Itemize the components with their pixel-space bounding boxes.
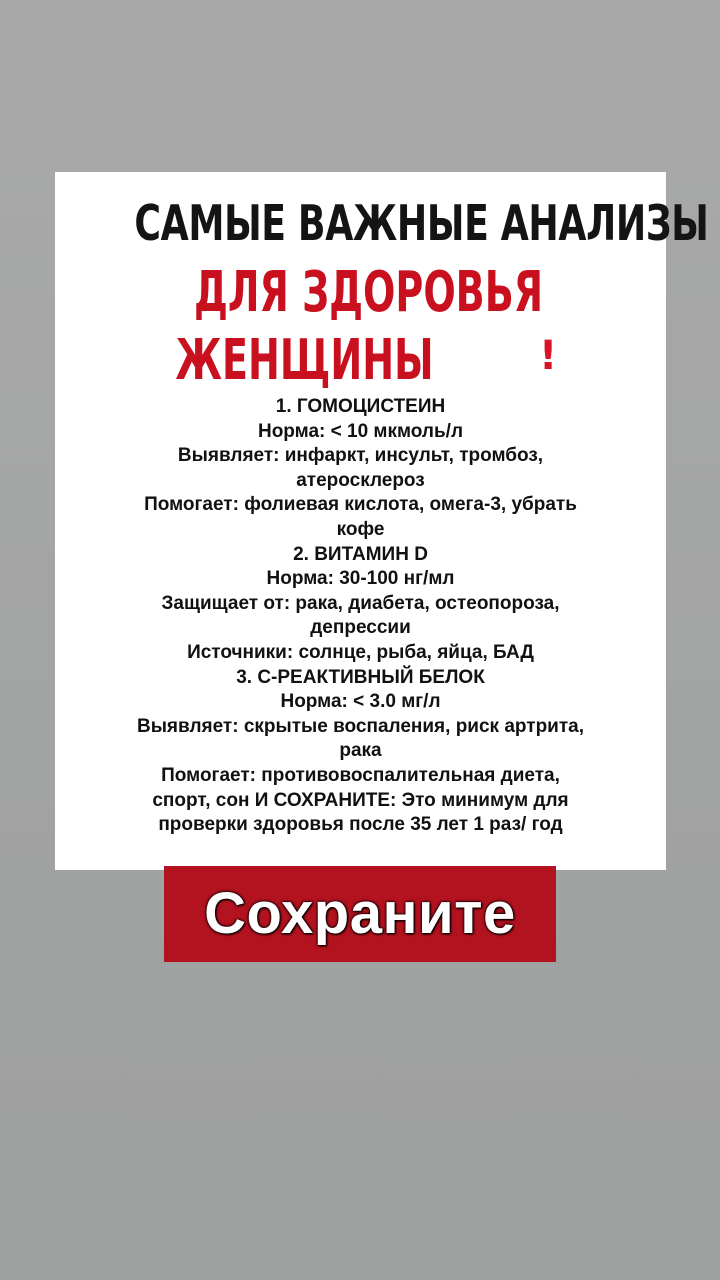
body-line: Помогает: противовоспалительная диета, xyxy=(161,764,560,786)
body-line: Источники: солнце, рыба, яйца, БАД xyxy=(187,641,534,663)
body-line: Защищает от: рака, диабета, остеопороза, xyxy=(161,592,560,614)
body-line: атеросклероз xyxy=(296,469,425,491)
body-line: Помогает: фолиевая кислота, омега-3, убрать xyxy=(144,494,577,516)
body-line: проверки здоровья после 35 лет 1 раз/ год xyxy=(158,814,563,836)
body-line: Выявляет: инфаркт, инсульт, тромбоз, xyxy=(177,445,544,467)
card-title: САМЫЕ ВАЖНЫЕ АНАЛИЗЫ xyxy=(134,195,709,252)
body-line: Норма: 30-100 нг/мл xyxy=(266,568,455,590)
card-body xyxy=(55,395,666,838)
body-line: 3. С-РЕАКТИВНЫЙ БЕЛОК xyxy=(236,666,485,688)
body-line: 2. ВИТАМИН D xyxy=(293,543,428,565)
body-line: 1. ГОМОЦИСТЕИН xyxy=(275,396,446,417)
body-line: рака xyxy=(339,740,382,762)
save-button[interactable] xyxy=(164,866,556,962)
body-line: спорт, сон И СОХРАНИТЕ: Это минимум для xyxy=(152,789,569,811)
save-button-label: Сохраните xyxy=(204,881,516,946)
body-line: Норма: < 3.0 мг/л xyxy=(280,691,441,713)
body-line: Норма: < 10 мкмоль/л xyxy=(257,420,464,442)
body-line: кофе xyxy=(336,518,385,540)
body-line: депрессии xyxy=(310,617,411,639)
body-line: Выявляет: скрытые воспаления, риск артрита, xyxy=(136,715,585,737)
infographic-card xyxy=(55,172,709,870)
exclamation-mark: ! xyxy=(539,333,558,379)
card-subtitle-line1: ДЛЯ ЗДОРОВЬЯ xyxy=(193,260,544,325)
card-subtitle-line2: ЖЕНЩИНЫ xyxy=(175,328,434,393)
